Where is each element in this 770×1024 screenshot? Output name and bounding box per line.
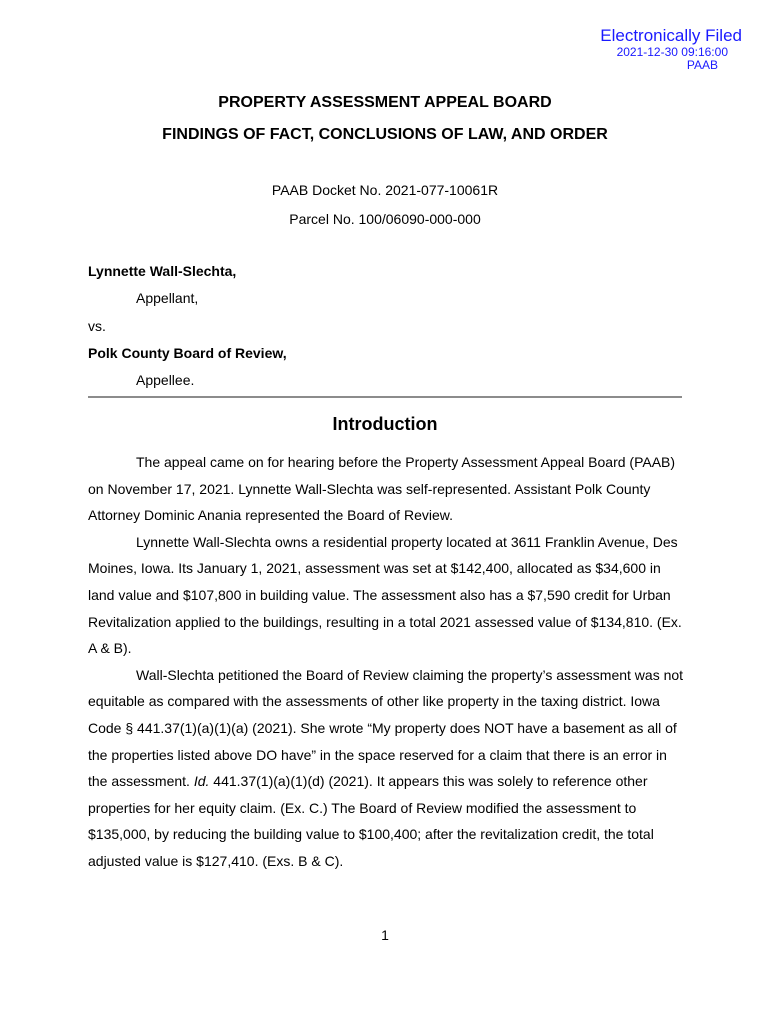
page-number: 1: [381, 927, 389, 943]
board-title: PROPERTY ASSESSMENT APPEAL BOARD: [218, 94, 552, 111]
introduction-body: [88, 449, 684, 875]
electronic-filing-stamp: [562, 26, 742, 72]
versus-label: vs.: [88, 318, 106, 334]
document-title: FINDINGS OF FACT, CONCLUSIONS OF LAW, AND ORDER: [162, 126, 608, 143]
paragraph-petition-part-2: 441.37(1)(a)(1)(d) (2021). It appears this was solely to reference other properties for her equity claim. (Ex. C.) The Board of Review modified the assessment to $135,000, by reducing the building value to $100,400; after the revitalization credit, the total adjusted value is $127,410. (Exs. B & C).: [88, 773, 654, 869]
section-heading: Introduction: [332, 414, 438, 434]
paragraph-property: Lynnette Wall-Slechta owns a residential property located at 3611 Franklin Avenue, Des Moines, Iowa. Its January 1, 2021, assessment was set at $142,400, allocated as $34,600 in land value and $107,800 in building value. The assessment also has a $7,590 credit for Urban Revitalization applied to the buildings, resulting in a total 2021 assessed value of $134,810. (Ex. A & B).: [88, 533, 682, 657]
appellee-name: Polk County Board of Review,: [88, 345, 287, 361]
parcel-number: Parcel No. 100/06090-000-000: [289, 211, 481, 227]
section-divider: [88, 396, 682, 398]
appellee-role: Appellee.: [136, 372, 195, 388]
paragraph-hearing: The appeal came on for hearing before the Property Assessment Appeal Board (PAAB) on November 17, 2021. Lynnette Wall-Slechta was self-represented. Assistant Polk County Attorney Dominic Anania represented the Board of Review.: [88, 454, 676, 524]
stamp-timestamp: 2021-12-30 09:16:00: [616, 45, 728, 59]
paragraph-petition-part-1: Wall-Slechta petitioned the Board of Review claiming the property’s assessment was not equitable as compared with the assessments of other like property in the taxing district. Iowa Code § 441.37(1)(a)(1)(a) (2021). She wrote “My property does NOT have a basement as all of the properties listed above DO have” in the space reserved for a claim that there is an error in the assessment.: [88, 666, 684, 790]
appellant-role: Appellant,: [136, 290, 199, 306]
stamp-status: Electronically Filed: [600, 26, 742, 45]
stamp-agency: PAAB: [686, 58, 718, 72]
docket-number: PAAB Docket No. 2021-077-10061R: [271, 182, 499, 198]
appellant-name: Lynnette Wall-Slechta,: [88, 263, 237, 279]
citation-id: Id.: [193, 773, 210, 790]
paragraph-petition: [88, 662, 684, 875]
